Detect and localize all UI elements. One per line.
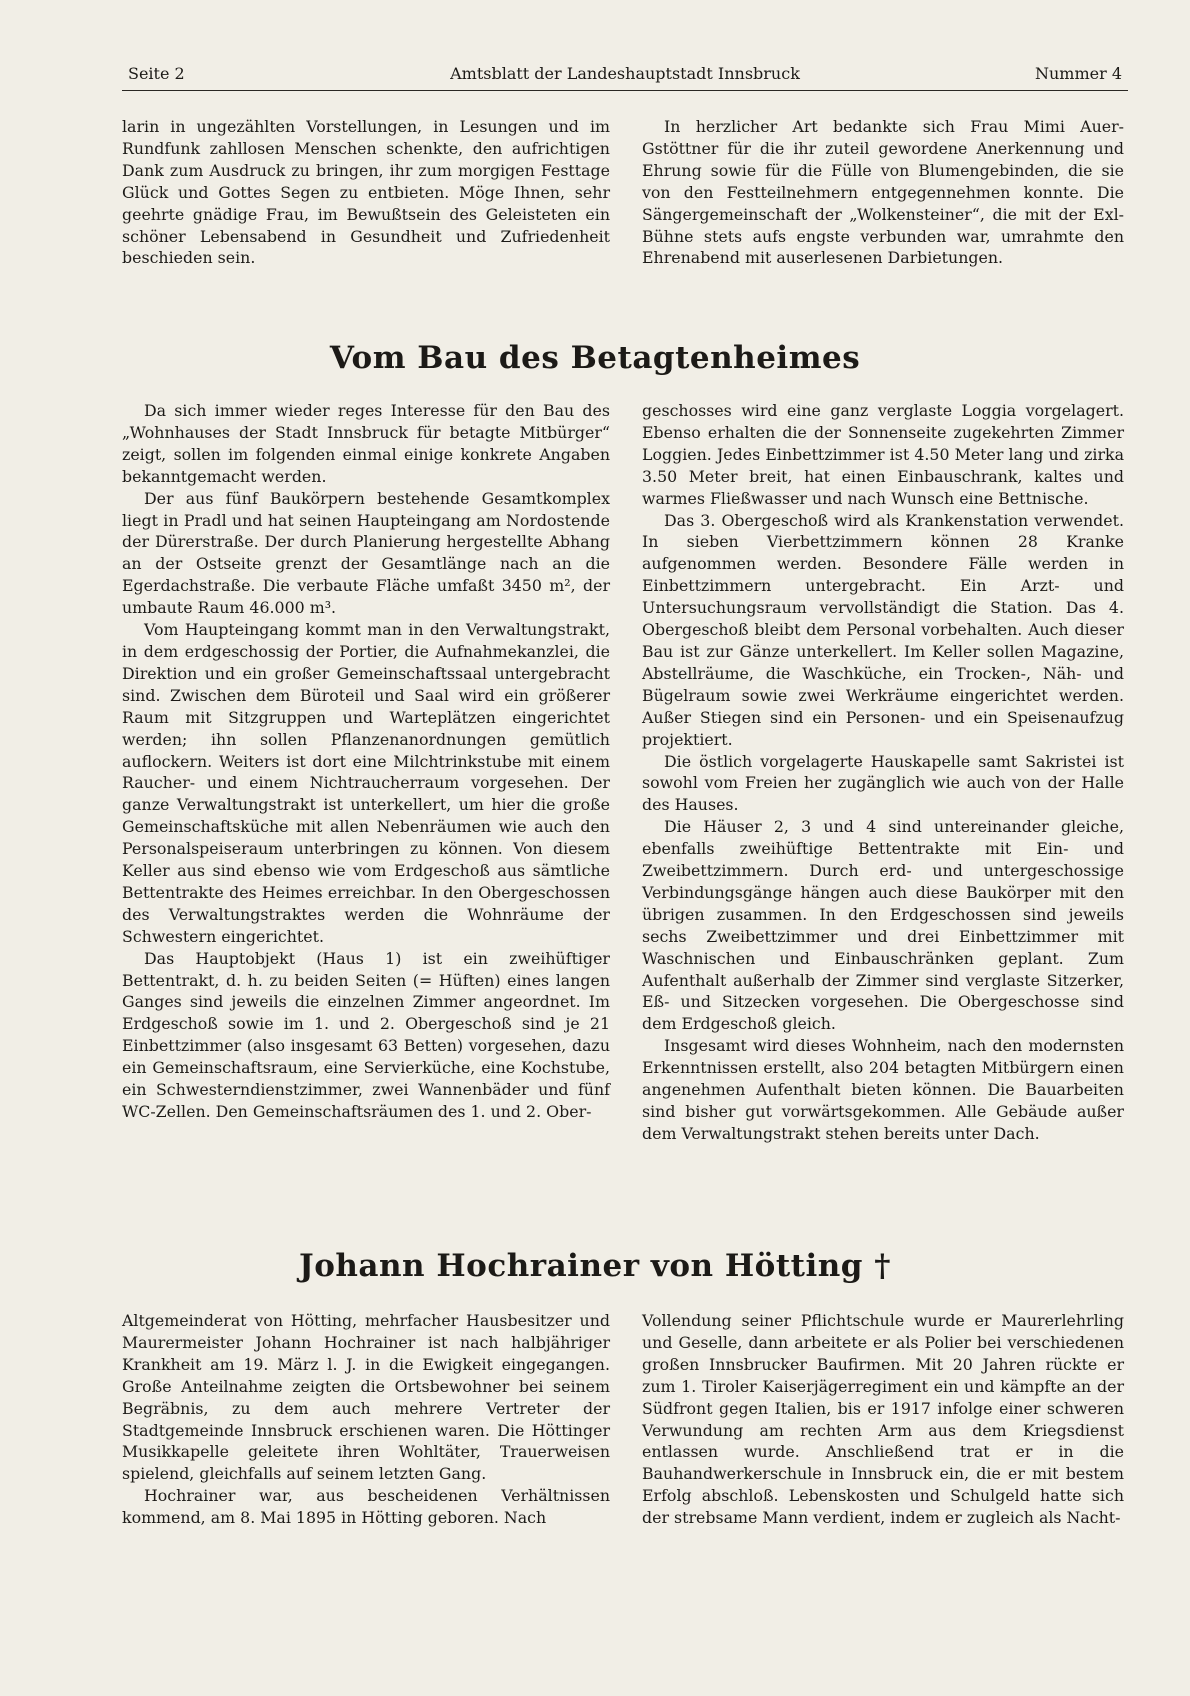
article1-paragraph: Insgesamt wird dieses Wohnheim, nach den modernsten Erkenntnissen erstellt, also 204 betagten Mitbürgern einen angenehmen Aufenthalt bieten können. Die Bauarbeiten sind bisher gut vorwärtsgekommen. Alle Gebäude außer dem Verwaltungstrakt stehen bereits unter Dach. <box>642 1036 1124 1143</box>
article1-paragraph: Da sich immer wieder reges Interesse für den Bau des „Wohnhauses der Stadt Innsbruck für betagte Mitbürger“ zeigt, sollen im folgenden einmal einige konkrete Angaben bekanntgemacht werden. <box>122 401 610 486</box>
article1-paragraph: Die Häuser 2, 3 und 4 sind untereinander gleiche, ebenfalls zweihüftige Bettentrakte mit Ein- und Zweibettzimmern. Durch erd- und untergeschossige Verbindungsgänge hängen auch diese Baukörper mit den übrigen zusammen. In den Erdgeschossen sind jeweils sechs Zweibettzimmer und drei Einbettzimmer mit Waschnischen und Einbauschränken geplant. Zum Aufenthalt außerhalb der Zimmer sind verglaste Sitzerker, Eß- und Sitzecken vorgesehen. Die Obergeschosse sind dem Erdgeschoß gleich. <box>642 817 1124 1034</box>
article1-right-column <box>642 400 1124 1145</box>
intro-right-paragraph: In herzlicher Art bedankte sich Frau Mimi Auer-Gstöttner für die ihr zuteil gewordene Anerkennung und Ehrung sowie für die Fülle von Blumengebinden, die sie von den Festteilnehmern entgegennehmen konnte. Die Sängergemeinschaft der „Wolkensteiner“, die mit der Exl-Bühne stets aufs engste verbunden war, umrahmte den Ehrenabend mit auserlesenen Darbietungen. <box>642 117 1124 268</box>
article2-paragraph: Vollendung seiner Pflichtschule wurde er Maurerlehrling und Geselle, dann arbeitete er als Polier bei verschiedenen großen Innsbrucker Baufirmen. Mit 20 Jahren rückte er zum 1. Tiroler Kaiserjägerregiment ein und kämpfte an der Südfront gegen Italien, bis er 1917 infolge einer schweren Verwundung am rechten Arm aus dem Kriegsdienst entlassen wurde. Anschließend trat er in die Bauhandwerkerschule in Innsbruck ein, die er mit bestem Erfolg abschloß. Lebenskosten und Schulgeld hatte sich der strebsame Mann verdient, indem er zugleich als Nacht- <box>642 1311 1124 1528</box>
article1-paragraph: geschosses wird eine ganz verglaste Loggia vorgelagert. Ebenso erhalten die der Sonnenseite zugekehrten Zimmer Loggien. Jedes Einbettzimmer ist 4.50 Meter lang und zirka 3.50 Meter breit, hat einen Einbauschrank, kaltes und warmes Fließwasser und nach Wunsch eine Bettnische. <box>642 401 1124 508</box>
article1-paragraph: Das 3. Obergeschoß wird als Krankenstation verwendet. In sieben Vierbettzimmern können 28 Kranke aufgenommen werden. Besondere Fälle werden in Einbettzimmern untergebracht. Ein Arzt- und Untersuchungsraum vervollständigt die Station. Das 4. Obergeschoß bleibt dem Personal vorbehalten. Auch dieser Bau ist zur Gänze unterkellert. Im Keller sollen Magazine, Abstellräume, die Waschküche, ein Trocken-, Näh- und Bügelraum sowie zwei Werkräume eingerichtet werden. Außer Stiegen sind ein Personen- und ein Speisenaufzug projektiert. <box>642 510 1124 749</box>
intro-left-column <box>122 116 610 269</box>
article2-right-column <box>642 1310 1124 1529</box>
article2-paragraph: Hochrainer war, aus bescheidenen Verhältnissen kommend, am 8. Mai 1895 in Hötting geboren. Nach <box>122 1486 610 1528</box>
article-title-betagtenheim: Vom Bau des Betagtenheimes <box>329 340 861 376</box>
article1-left-column <box>122 400 610 1123</box>
article1-paragraph: Das Hauptobjekt (Haus 1) ist ein zweihüftiger Bettentrakt, d. h. zu beiden Seiten (= Hüften) eines langen Ganges sind jeweils die einzelnen Zimmer angeordnet. Im Erdgeschoß sowie im 1. und 2. Obergeschoß sind je 21 Einbettzimmer (also insgesamt 63 Betten) vorgesehen, dazu ein Gemeinschaftsraum, eine Servierküche, eine Kochstube, ein Schwesterndienstzimmer, zwei Wannenbäder und fünf WC-Zellen. Den Gemeinschaftsräumen des 1. und 2. Ober- <box>122 948 610 1121</box>
intro-right-column <box>642 116 1124 269</box>
intro-left-paragraph: larin in ungezählten Vorstellungen, in Lesungen und im Rundfunk zahllosen Menschen schenkte, den aufrichtigen Dank zum Ausdruck zu bringen, ihr zum morgigen Festtage Glück und Gottes Segen zu entbieten. Möge Ihnen, sehr geehrte gnädige Frau, im Bewußtsein des Geleisteten ein schöner Lebensabend in Gesundheit und Zufriedenheit beschieden sein. <box>122 117 610 268</box>
article2-paragraph: Altgemeinderat von Hötting, mehrfacher Hausbesitzer und Maurermeister Johann Hochrainer ist nach halbjähriger Krankheit am 19. März l. J. in die Ewigkeit eingegangen. Große Anteilnahme zeigten die Ortsbewohner bei seinem Begräbnis, zu dem auch mehrere Vertreter der Stadtgemeinde Innsbruck erschienen waren. Die Höttinger Musikkapelle geleitete ihren Wohltäter, Trauerweisen spielend, gleichfalls auf seinem letzten Gang. <box>122 1311 610 1484</box>
article1-paragraph: Die östlich vorgelagerte Hauskapelle samt Sakristei ist sowohl vom Freien her zugänglich wie auch von der Halle des Hauses. <box>642 751 1124 815</box>
publication-title: Amtsblatt der Landeshauptstadt Innsbruck <box>450 64 800 83</box>
page-header <box>122 62 1128 91</box>
article2-left-column <box>122 1310 610 1529</box>
article1-paragraph: Der aus fünf Baukörpern bestehende Gesamtkomplex liegt in Pradl und hat seinen Haupteingang am Nordostende der Dürerstraße. Der durch Planierung hergestellte Abhang an der Ostseite grenzt der Gesamtlänge nach an die Egerdachstraße. Die verbaute Fläche umfaßt 3450 m², der umbaute Raum 46.000 m³. <box>122 488 610 618</box>
page-number: Seite 2 <box>128 64 185 83</box>
issue-number: Nummer 4 <box>1034 64 1122 83</box>
article1-paragraph: Vom Haupteingang kommt man in den Verwaltungstrakt, in dem erdgeschossig der Portier, die Aufnahmekanzlei, die Direktion und ein großer Gemeinschaftssaal untergebracht sind. Zwischen dem Büroteil und Saal wird ein größerer Raum mit Sitzgruppen und Warteplätzen eingerichtet werden; ihn sollen Pflanzenanordnungen gemütlich auflockern. Weiters ist dort eine Milchtrinkstube mit einem Raucher- und einem Nichtraucherraum vorgesehen. Der ganze Verwaltungstrakt ist unterkellert, um hier die große Gemeinschaftsküche mit allen Nebenräumen wie auch den Personalspeiseraum unterbringen zu können. Von diesem Keller aus sind ebenso wie vom Erdgeschoß aus sämtliche Bettentrakte des Heimes erreichbar. In den Obergeschossen des Verwaltungstraktes werden die Wohnräume der Schwestern eingerichtet. <box>122 620 610 946</box>
article-title-hochrainer: Johann Hochrainer von Hötting † <box>299 1248 891 1284</box>
